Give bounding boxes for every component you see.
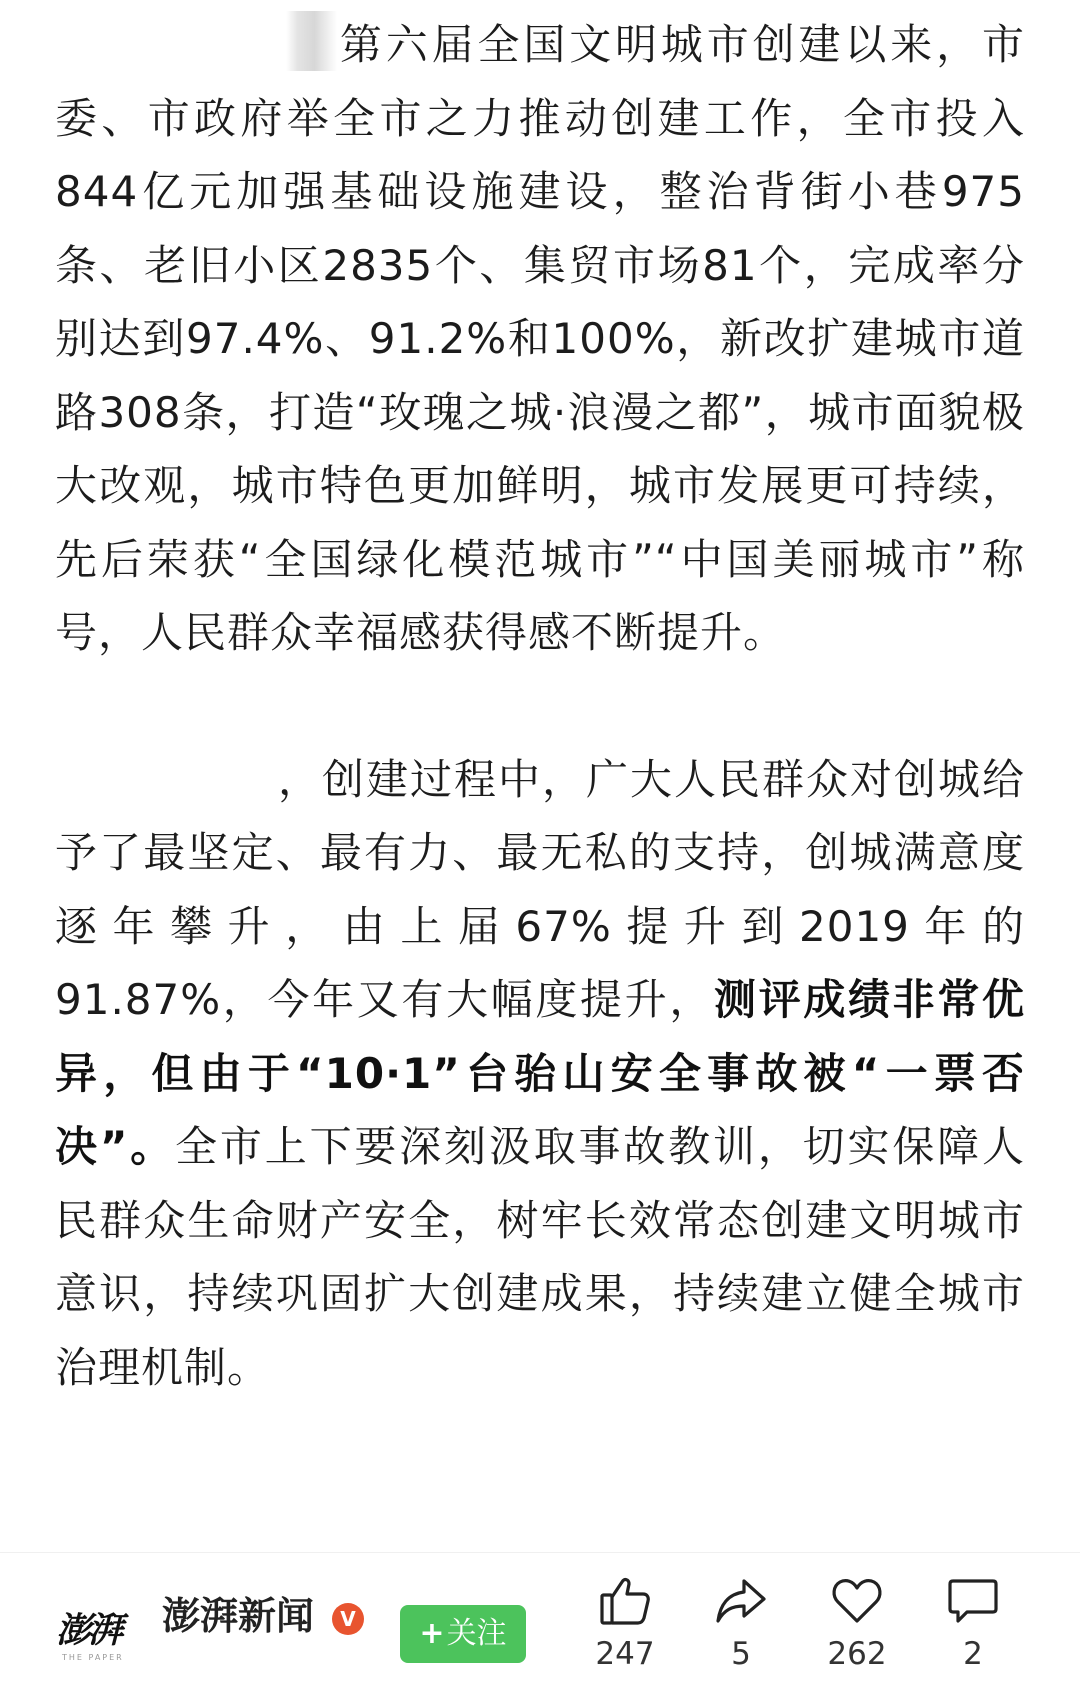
thumbs-up-icon: [597, 1573, 653, 1629]
source-name[interactable]: 澎湃新闻: [162, 1594, 315, 1638]
follow-label: 关注: [446, 1616, 507, 1651]
comment-button[interactable]: [928, 1573, 1018, 1693]
paragraph-2-text-a: ，创建过程中，广大人民群众对创城给予了最坚定、最有力、最无私的支持，创城满意度逐年攀升，由上届67%提升到2019年的91.87%，今年又有大幅度提升，: [55, 754, 1025, 1024]
follow-button[interactable]: [400, 1605, 526, 1663]
comment-icon: [945, 1573, 1001, 1629]
blurred-text: [55, 746, 277, 806]
plus-icon: +: [419, 1616, 445, 1651]
article-body: [55, 8, 1025, 1404]
favorite-count: 262: [827, 1636, 887, 1672]
source-logo[interactable]: [56, 1611, 140, 1663]
share-icon: [713, 1573, 769, 1629]
share-button[interactable]: [696, 1573, 786, 1693]
paragraph-2-text-b: 全市上下要深刻汲取事故教训，切实保障人民群众生命财产安全，树牢长效常态创建文明城市意识，持续巩固扩大创建成果，持续建立健全城市治理机制。: [55, 1122, 1025, 1392]
paragraph-2: [55, 743, 1025, 1405]
like-button[interactable]: [580, 1573, 670, 1693]
verified-badge: V: [332, 1603, 364, 1635]
share-count: 5: [731, 1636, 751, 1672]
heart-icon: [829, 1573, 885, 1629]
paragraph-2-bold-text: 测评成绩非常优异，但由于“10·1”台骀山安全事故被“一票否决”。: [55, 975, 1025, 1171]
blurred-text: [55, 11, 337, 71]
comment-count: 2: [963, 1636, 983, 1672]
bottom-action-bar: [0, 1552, 1080, 1705]
like-count: 247: [595, 1636, 655, 1672]
logo-subtext: THE PAPER: [62, 1653, 124, 1662]
paragraph-1-text: 第六届全国文明城市创建以来，市委、市政府举全市之力推动创建工作，全市投入844亿元加强基础设施建设，整治背街小巷975条、老旧小区2835个、集贸市场81个，完成率分别达到97.4%、91.2%和100%，新改扩建城市道路308条，打造“玫瑰之城·浪漫之都”，城市面貌极大改观，城市特色更加鲜明，城市发展更可持续，先后荣获“全国绿化模范城市”“中国美丽城市”称号，人民群众幸福感获得感不断提升。: [55, 20, 1025, 657]
logo-text: 澎湃: [56, 1610, 121, 1651]
favorite-button[interactable]: [812, 1573, 902, 1693]
paragraph-1: [55, 8, 1025, 670]
